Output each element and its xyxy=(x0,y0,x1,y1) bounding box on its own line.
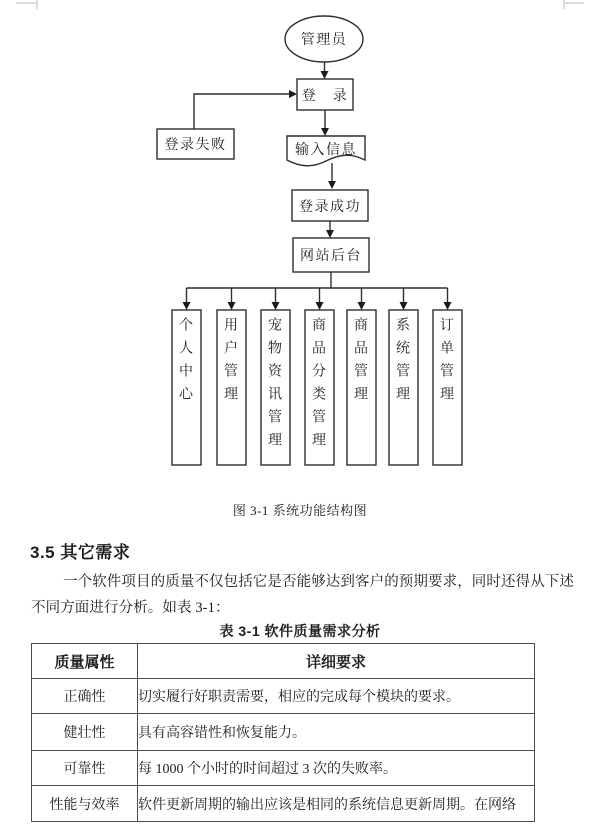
login-label: 登 录 xyxy=(301,88,349,104)
login-fail-label: 登录失败 xyxy=(164,138,227,153)
module-label-order-management: 订单管理 xyxy=(438,317,453,409)
arrowhead xyxy=(328,181,336,189)
attribute-cell: 健壮性 xyxy=(32,714,138,751)
attribute-cell: 性能与效率 xyxy=(32,786,138,822)
arrowhead xyxy=(228,302,236,310)
table-row xyxy=(32,679,535,714)
admin-label: 管理员 xyxy=(300,33,348,48)
arrowhead xyxy=(183,302,191,310)
requirement-cell: 切实履行好职责需要，相应的完成每个模块的要求。 xyxy=(138,679,535,714)
arrowhead xyxy=(358,302,366,310)
section-heading: 3.5 其它需求 xyxy=(30,543,131,562)
arrowhead xyxy=(321,128,329,136)
module-label-product-management: 商品管理 xyxy=(352,317,367,409)
fail-retry-connector xyxy=(194,94,290,129)
arrowhead xyxy=(444,302,452,310)
module-label-pet-info-management: 宠物资讯管理 xyxy=(266,317,281,455)
attribute-cell: 可靠性 xyxy=(32,751,138,786)
arrowhead xyxy=(316,302,324,310)
requirement-cell: 具有高容错性和恢复能力。 xyxy=(138,714,535,751)
header-quality-attribute: 质量属性 xyxy=(32,644,138,679)
table-header-row xyxy=(32,644,535,679)
requirement-cell: 软件更新周期的输出应该是相同的系统信息更新周期。在网络 xyxy=(138,786,535,822)
module-label-system-management: 系统管理 xyxy=(394,317,409,409)
paragraph-line-2: 不同方面进行分析。如表 3-1： xyxy=(31,600,230,616)
arrowhead xyxy=(272,302,280,310)
arrowhead xyxy=(326,230,334,238)
module-label-personal-center: 个人中心 xyxy=(177,317,192,409)
quality-requirements-table xyxy=(31,643,535,822)
table-row xyxy=(32,786,535,822)
input-info-label: 输入信息 xyxy=(295,143,357,158)
backend-label: 网站后台 xyxy=(300,249,362,264)
paragraph-line-1: 一个软件项目的质量不仅包括它是否能够达到客户的预期要求，同时还得从下述 xyxy=(63,574,574,590)
table-row xyxy=(32,714,535,751)
arrowhead xyxy=(400,302,408,310)
figure-caption: 图 3-1 系统功能结构图 xyxy=(232,503,368,518)
header-detailed-requirement: 详细要求 xyxy=(138,644,535,679)
table-caption: 表 3-1 软件质量需求分析 xyxy=(219,623,381,639)
arrowhead xyxy=(321,71,329,79)
arrowhead xyxy=(289,90,297,98)
module-label-user-management: 用户管理 xyxy=(222,317,237,409)
table-row xyxy=(32,751,535,786)
module-label-product-category-management: 商品分类管理 xyxy=(310,317,325,455)
login-success-label: 登录成功 xyxy=(299,199,361,215)
requirement-cell: 每 1000 个小时的时间超过 3 次的失败率。 xyxy=(138,751,535,786)
attribute-cell: 正确性 xyxy=(32,679,138,714)
